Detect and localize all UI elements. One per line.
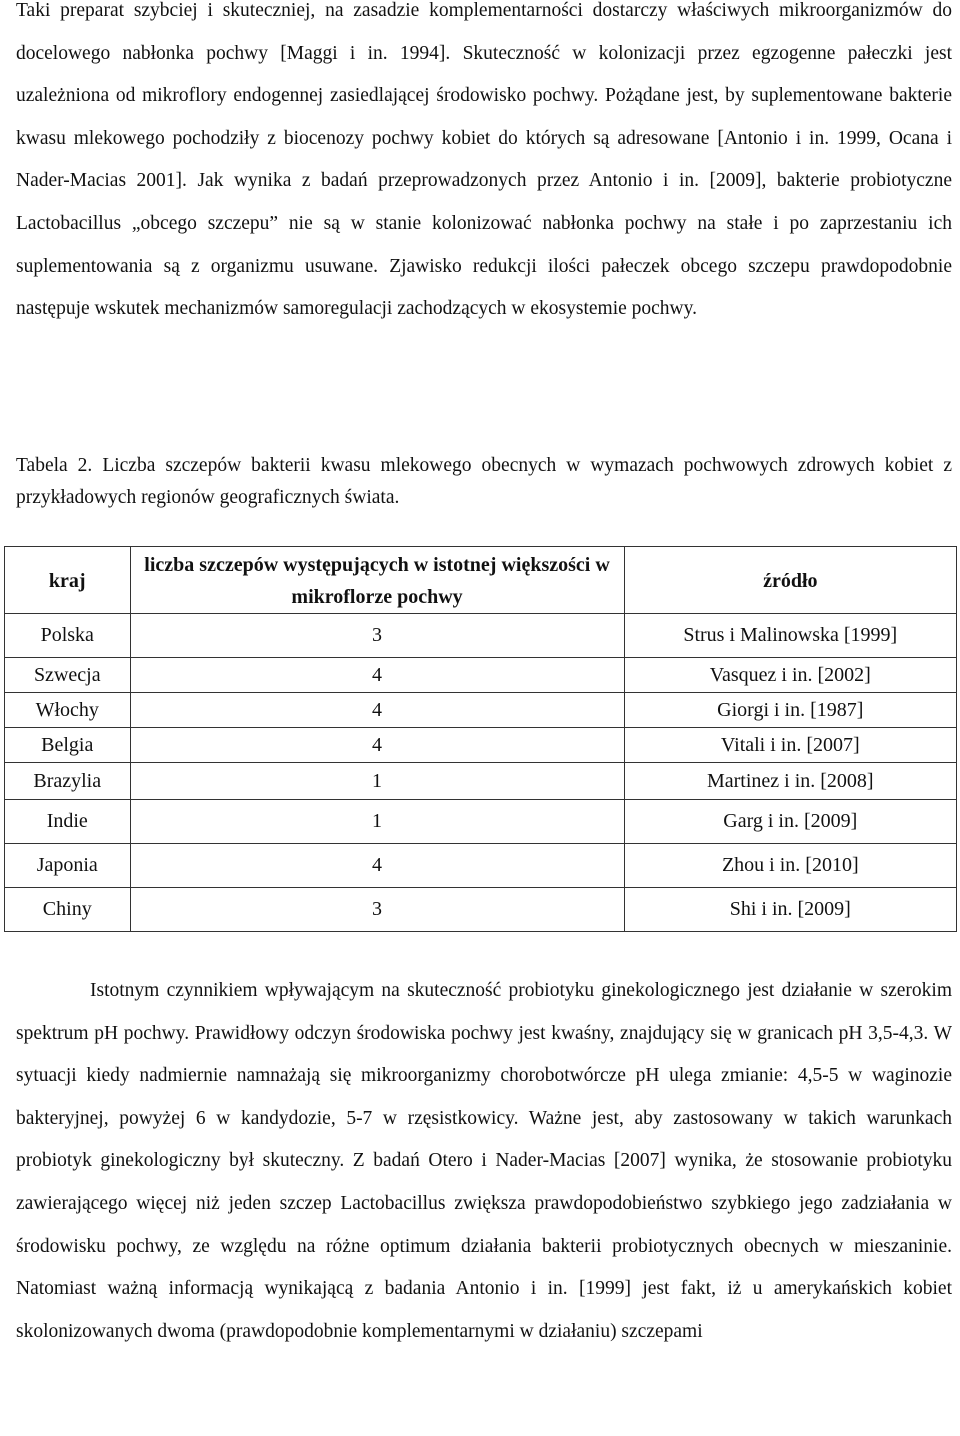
header-country: kraj: [5, 547, 131, 614]
cell-country: Szwecja: [5, 658, 131, 693]
cell-strain-count: 4: [130, 693, 624, 728]
table-caption: Tabela 2. Liczba szczepów bakterii kwasu mlekowego obecnych w wymazach pochwowych zdrowych kobiet z przykładowych regionów geograficznych świata.: [16, 455, 952, 508]
cell-strain-count: 4: [130, 844, 624, 888]
table-row: [5, 658, 957, 693]
cell-source: Vitali i in. [2007]: [624, 728, 956, 763]
cell-country: Polska: [5, 614, 131, 658]
cell-strain-count: 3: [130, 888, 624, 932]
cell-strain-count: 4: [130, 728, 624, 763]
cell-source: Shi i in. [2009]: [624, 888, 956, 932]
cell-country: Japonia: [5, 844, 131, 888]
cell-source: Garg i in. [2009]: [624, 800, 956, 844]
cell-source: Giorgi i in. [1987]: [624, 693, 956, 728]
cell-source: Zhou i in. [2010]: [624, 844, 956, 888]
table-row: [5, 763, 957, 800]
table-row: [5, 614, 957, 658]
cell-country: Włochy: [5, 693, 131, 728]
cell-country: Brazylia: [5, 763, 131, 800]
table-header-row: [5, 547, 957, 614]
paragraph-intro: Taki preparat szybciej i skuteczniej, na zasadzie komplementarności dostarczy właściwych mikroorganizmów do docelowego nabłonka pochwy [Maggi i in. 1994]. Skuteczność w kolonizacji przez egzogenne pałeczki jest uzależniona od mikroflory endogennej zasiedlającej środowisko pochwy. Pożądane jest, by suplementowane bakterie kwasu mlekowego pochodziły z biocenozy pochwy kobiet do których są adresowane [Antonio i in. 1999, Ocana i Nader-Macias 2001]. Jak wynika z badań przeprowadzonych przez Antonio i in. [2009], bakterie probiotyczne Lactobacillus „obcego szczepu” nie są w stanie kolonizować nabłonka pochwy na stałe i po zaprzestaniu ich suplementowania są z organizmu usuwane. Zjawisko redukcji ilości pałeczek obcego szczepu prawdopodobnie następuje wskutek mechanizmów samoregulacji zachodzących w ekosystemie pochwy.: [16, 0, 952, 320]
cell-strain-count: 1: [130, 763, 624, 800]
cell-strain-count: 4: [130, 658, 624, 693]
cell-source: Strus i Malinowska [1999]: [624, 614, 956, 658]
table-row: [5, 693, 957, 728]
header-strain-count: liczba szczepów występujących w istotnej większości w mikroflorze pochwy: [130, 547, 624, 614]
cell-source: Martinez i in. [2008]: [624, 763, 956, 800]
table-row: [5, 800, 957, 844]
cell-strain-count: 3: [130, 614, 624, 658]
cell-country: Belgia: [5, 728, 131, 763]
table-row: [5, 844, 957, 888]
strains-table: [4, 546, 957, 932]
cell-source: Vasquez i in. [2002]: [624, 658, 956, 693]
cell-country: Indie: [5, 800, 131, 844]
table-row: [5, 728, 957, 763]
cell-strain-count: 1: [130, 800, 624, 844]
paragraph-ph: Istotnym czynnikiem wpływającym na skuteczność probiotyku ginekologicznego jest działanie w szerokim spektrum pH pochwy. Prawidłowy odczyn środowiska pochwy jest kwaśny, znajdujący się w granicach pH 3,5-4,3. W sytuacji kiedy nadmiernie namnażają się mikroorganizmy chorobotwórcze pH ulega zmianie: 4,5-5 w waginozie bakteryjnej, powyżej 6 w kandydozie, 5-7 w rzęsistkowicy. Ważne jest, aby zastosowany w takich warunkach probiotyk ginekologiczny był skuteczny. Z badań Otero i Nader-Macias [2007] wynika, że stosowanie probiotyku zawierającego więcej niż jeden szczep Lactobacillus zwiększa prawdopodobieństwo szybkiego jego zadziałania w środowisku pochwy, ze względu na różne optimum działania bakterii probiotycznych obecnych w mieszaninie. Natomiast ważną informacją wynikającą z badania Antonio i in. [1999] jest fakt, iż u amerykańskich kobiet skolonizowanych dwoma (prawdopodobnie komplementarnymi w działaniu) szczepami: [16, 980, 952, 1342]
table-row: [5, 888, 957, 932]
header-source: źródło: [624, 547, 956, 614]
cell-country: Chiny: [5, 888, 131, 932]
